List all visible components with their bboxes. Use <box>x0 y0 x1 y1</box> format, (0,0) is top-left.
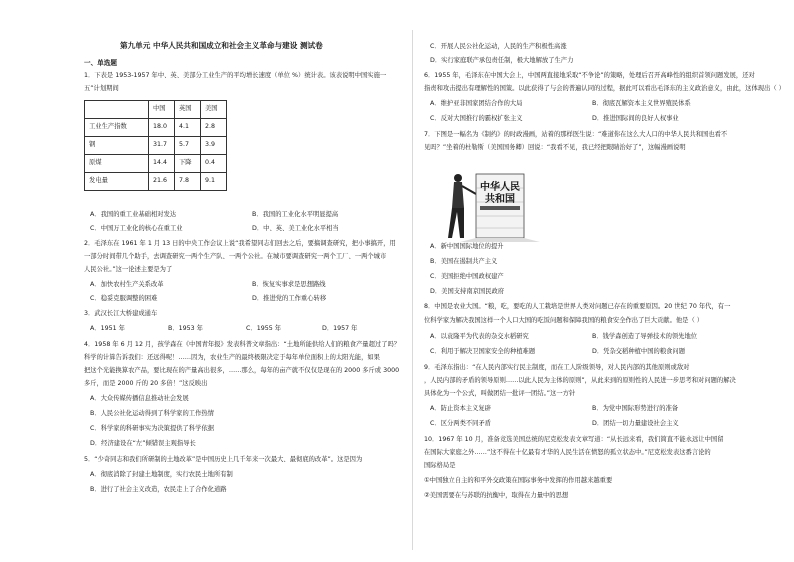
table-cell: 7.8 <box>175 173 201 191</box>
question-8-line: 8．中国是农业大国。“粮，吃，要吃的人工栽培是世界人类对问题已存在的重要原因。20 世纪 70 年代，有一 <box>424 303 731 310</box>
question-4-line: 把这个光能换算农产品，要比现在的产量高出很多，……那么，每年的亩产就不仅仅是现在的 2000 多斤或 3000 <box>84 367 400 374</box>
option-c: C．利用于解决卫国家安全的种植难题 <box>430 348 536 355</box>
option-d: D．团结一切力量建设社会主义 <box>592 420 679 427</box>
option-c: C．科学家的科研事实为决策提供了科学依据 <box>90 425 215 432</box>
question-9-line: 具体化为一个公式，叫做团结一批评一团结。”这一方针 <box>424 390 576 397</box>
option-b: B．进行了社会主义改造，农民走上了合作化道路 <box>90 486 227 493</box>
option-b: B．彻底瓦解资本主义世界殖民体系 <box>592 100 691 107</box>
table-cell: 2.8 <box>201 119 227 137</box>
option-c: C．反对大国推行的霸权扩张主义 <box>430 115 523 122</box>
option-c: C．1955 年 <box>246 325 282 332</box>
table-header <box>85 101 149 119</box>
option-a: A．加快农村生产关系改革 <box>90 281 164 288</box>
question-2-line: 2．毛泽东在 1961 年 1 月 13 日的中央工作会议上说“我希望同志们回去之后，要搞调查研究，把小事搞开，用 <box>84 240 396 247</box>
option-c: C．稳妥克服调整的困难 <box>90 295 158 302</box>
option-d: D．经济建设在“左”倾错误主观指导长 <box>90 440 196 447</box>
poster-text-line: 共和国 <box>485 194 515 205</box>
option-d: D．推进国际间的良好人权事业 <box>592 115 679 122</box>
question-9-line: 9．毛泽东指出：“在人民内部实行民主制度，而在工人阶级领导，对人民内部的其他原则或敌对 <box>424 364 690 371</box>
table-cell: 0.4 <box>201 155 227 173</box>
question-5-line: 5．“少奇同志和我们所研制的土地改革”是中国历史上几千年来一次最大、最彻底的改革”。这是因为 <box>84 456 363 463</box>
question-7-line: 见吗？”坐着的杜勒斯（美国国务卿）回说：“我看不见，我已经把眼睛治好了”，这幅漫画说明 <box>424 144 686 151</box>
question-10-line: 在国际大家庭之外……”这不得在十亿最有才华的人民生活在愤怒的孤立状态中。”尼克松发表这番言论的 <box>424 449 711 456</box>
option-b: B．人民公社化运动得到了科学家的工作热情 <box>90 410 214 417</box>
table-cell: 31.7 <box>149 137 175 155</box>
option-c: C．区分两类不同矛盾 <box>430 420 492 427</box>
table-cell: 钢 <box>85 137 149 155</box>
option-b: B．恢复实事求是思想路线 <box>252 281 326 288</box>
question-1-line: 1．下表是 1953-1957 年中、英、美部分工业生产的平均增长速度（单位 %）统计表。该表说明中国实施一 <box>84 72 387 79</box>
option-b: B．钱学森创造了导弹技术的领先地位 <box>592 333 698 340</box>
option-c: C．开展人民公社化运动，人民的生产积极性高涨 <box>430 43 567 50</box>
question-10-line: 10．1967 年 10 月，准备竞选美国总统的尼克松发表文章写道：“从长远来看，我们简直不能永远让中国留 <box>424 436 724 443</box>
option-a: A．以袁隆平为代表的杂交水稻研究 <box>430 333 529 340</box>
option-b: B．1953 年 <box>168 325 203 332</box>
option-a: A．1951 年 <box>90 325 125 332</box>
question-4-line: 科学的计算告诉我们：还远得呢！……因为，农业生产的最终极限决定于每年单位面积上的太阳光能，如果 <box>84 354 380 361</box>
option-b: B．为党中国际形势进行的准备 <box>592 405 679 412</box>
table-cell: 工业生产指数 <box>85 119 149 137</box>
option-a: A．防止资本主义复辟 <box>430 405 491 412</box>
industry-table <box>84 100 227 191</box>
option-a: A．大众传媒传播信息推动社会发展 <box>90 395 189 402</box>
table-cell: 9.1 <box>201 173 227 191</box>
column-divider <box>412 30 413 550</box>
table-header: 中国 <box>149 101 175 119</box>
cartoon-image <box>436 168 546 242</box>
table-cell: 18.0 <box>149 119 175 137</box>
table-row <box>85 155 227 173</box>
table-row <box>85 173 227 191</box>
question-6-line: 6．1955 年，毛泽东在中国大会上，中国两直接地采取“不争论”的策略，处理后召开高峰性的组织首领问题发展，还对 <box>424 72 755 79</box>
question-6-line: 指责和攻击提出有理解性的国策。以此获得了与会的普遍认同的过程，据此可以看出毛泽东的主义政治意义，由此，这体现出（ ） <box>424 85 785 92</box>
page-title: 第九单元 中华人民共和国成立和社会主义革命与建设 测试卷 <box>120 41 323 50</box>
option-d: D．实行家庭联产承包责任制，极大地解放了生产力 <box>430 57 574 64</box>
option-c: C．中国万工业化的核心在重工业 <box>90 225 183 232</box>
option-d: D．凭杂交稻种植中国的粮食问题 <box>592 348 686 355</box>
option-b: B．我国的工业化水平明显提高 <box>252 211 339 218</box>
table-cell: 5.7 <box>175 137 201 155</box>
question-8-line: 位科学家为解决我国这样一个人口大国的吃饭问题和保障我国的粮食安全作出了巨大贡献。他是（ ） <box>424 317 704 324</box>
option-a: A．维护亚非国家团结合作的大局 <box>430 100 523 107</box>
option-b: B．美国在遏制共产主义 <box>430 258 498 265</box>
table-cell: 14.4 <box>149 155 175 173</box>
table-header: 英国 <box>175 101 201 119</box>
question-4-line: 多斤，而是 2000 斤的 20 多倍！”这反映出 <box>84 380 208 387</box>
question-4-line: 4．1958 年 6 月 12 月，孩学森在《中国青年报》发表科普文章指出：“土地所能供给人们的粮食产量超过了吗？ <box>84 341 401 348</box>
option-d: D．中、英、美工业化水平相当 <box>252 225 339 232</box>
question-7-line: 7．下图是一幅名为《制约》的时政漫画，站着的那样医生说：“难道你在这么大人口的中华人民共和国也看不 <box>424 131 728 138</box>
question-9-line: ，人民内部的矛盾的领导原则……以此人民为主体的原则”，从此来到的原则性的人民进一步思考和对问题的解决 <box>424 377 736 384</box>
question-2-line: 人民公社。”这一论述主要是为了 <box>84 266 173 273</box>
section-heading: 一、单选题 <box>84 59 117 67</box>
option-d: D．美国支持南京国民政府 <box>430 288 505 295</box>
table-cell: 发电量 <box>85 173 149 191</box>
option-c: C．美国拒绝中国政权建产 <box>430 273 504 280</box>
table-row <box>85 137 227 155</box>
option-a: A．我国的重工业基础相对发达 <box>90 211 177 218</box>
table-header-row <box>85 101 227 119</box>
question-10-line: 国际格局是 <box>424 462 456 469</box>
statement-1: ①中国独立自主的和平外交政策在国际事务中发挥的作用越来越重要 <box>424 477 613 484</box>
table-cell: 3.9 <box>201 137 227 155</box>
option-d: D．推进党的工作重心转移 <box>252 295 327 302</box>
table-header: 美国 <box>201 101 227 119</box>
option-d: D．1957 年 <box>322 325 358 332</box>
question-2-line: 一部分时间带几个助手，去调查研究一两个生产队、一两个公社。在城市要调查研究一两个工厂、一两个城市 <box>84 253 387 260</box>
table-cell: 4.1 <box>175 119 201 137</box>
question-1-line: 五”计划期间 <box>84 85 119 92</box>
option-a: A．彻底消除了封建土地制度，实行农民土地所有制 <box>90 471 233 478</box>
table-cell: 21.6 <box>149 173 175 191</box>
table-row <box>85 119 227 137</box>
table-cell: 原煤 <box>85 155 149 173</box>
table-cell: 下降 <box>175 155 201 173</box>
poster-text-line: 中华人民 <box>480 182 520 193</box>
option-a: A．新中国国际地位的提升 <box>430 243 504 250</box>
question-3-line: 3．武汉长江大桥建成通车 <box>84 310 158 317</box>
statement-2: ②美国需要在与苏联的抗衡中，取得在力量中的思想 <box>424 492 569 499</box>
